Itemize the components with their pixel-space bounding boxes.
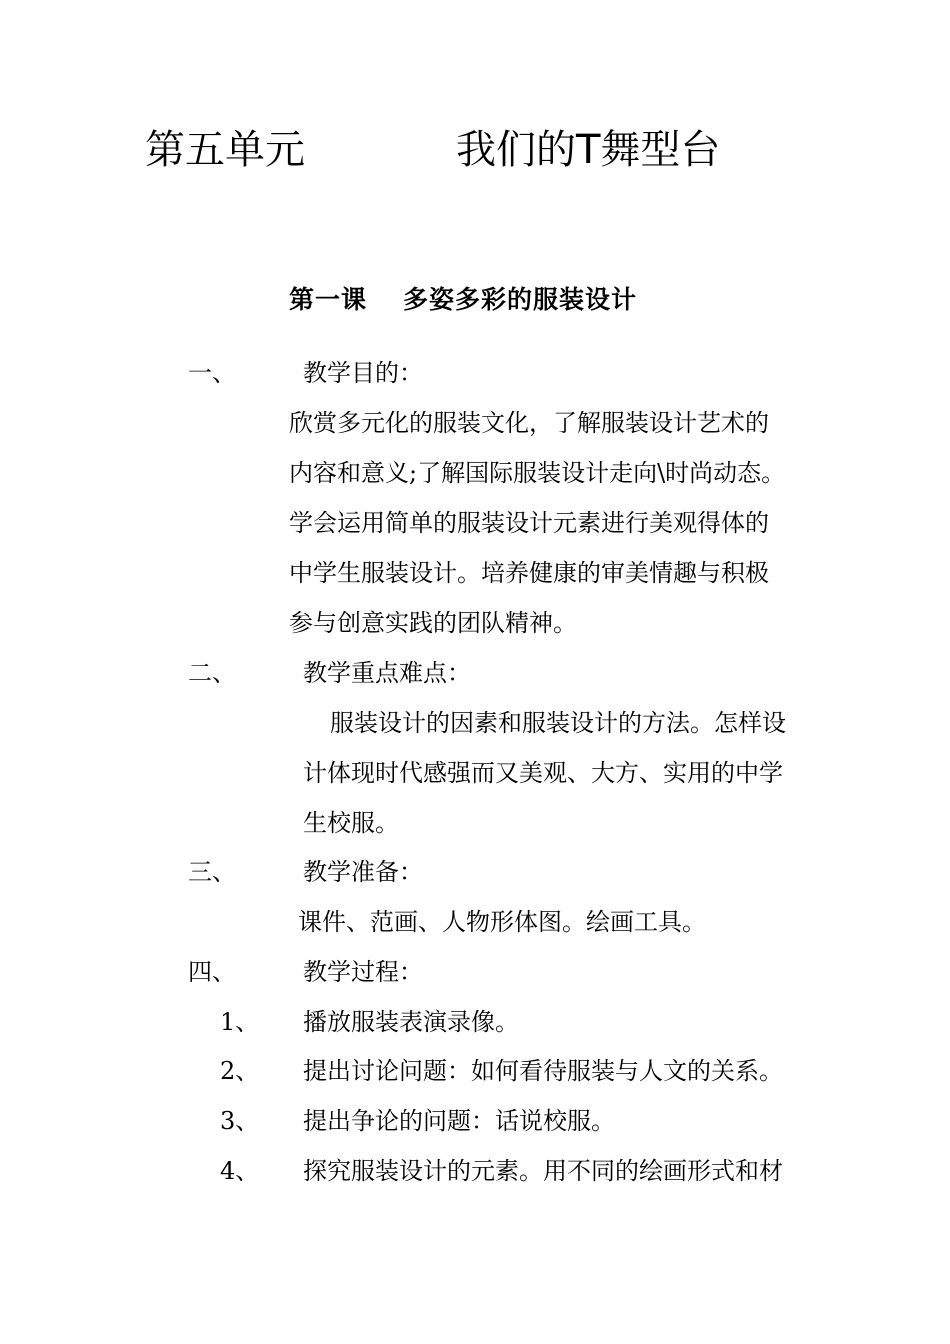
step-text: 提出争论的问题：话说校服。 (303, 1107, 615, 1135)
lesson-number: 第一课 (289, 285, 368, 314)
unit-label: 第五单元 (145, 127, 305, 173)
step-text: 提出讨论问题：如何看待服装与人文的关系。 (303, 1057, 783, 1085)
section-number: 四、 (188, 958, 236, 986)
lesson-title (289, 282, 637, 318)
section-heading: 教学过程： (303, 958, 423, 986)
section-number: 三、 (188, 858, 236, 886)
section-number: 一、 (188, 359, 236, 387)
paragraph-line: 服装设计的因素和服装设计的方法。怎样设 (330, 709, 786, 737)
unit-name: 我们的T舞型台 (456, 127, 721, 173)
paragraph-line: 内容和意义;了解国际服装设计走向\时尚动态。 (289, 459, 786, 487)
paragraph-line: 生校服。 (303, 809, 399, 837)
paragraph-line: 计体现时代感强而又美观、大方、实用的中学 (303, 759, 783, 787)
step-text: 探究服装设计的元素。用不同的绘画形式和材 (303, 1157, 783, 1185)
paragraph-line: 参与创意实践的团队精神。 (289, 609, 577, 637)
paragraph-line: 学会运用简单的服装设计元素进行美观得体的 (289, 509, 769, 537)
paragraph-line: 课件、范画、人物形体图。绘画工具。 (298, 908, 706, 936)
paragraph-line: 欣赏多元化的服装文化，了解服装设计艺术的 (289, 409, 769, 437)
step-number: 2、 (220, 1057, 260, 1085)
section-heading: 教学目的： (303, 359, 423, 387)
step-text: 播放服装表演录像。 (303, 1008, 519, 1036)
section-heading: 教学准备： (303, 858, 423, 886)
section-number: 二、 (188, 659, 236, 687)
step-number: 3、 (220, 1107, 260, 1135)
step-number: 1、 (220, 1008, 260, 1036)
step-number: 4、 (220, 1157, 260, 1185)
paragraph-line: 中学生服装设计。培养健康的审美情趣与积极 (289, 559, 769, 587)
section-heading: 教学重点难点： (303, 659, 471, 687)
lesson-name: 多姿多彩的服装设计 (403, 285, 638, 314)
